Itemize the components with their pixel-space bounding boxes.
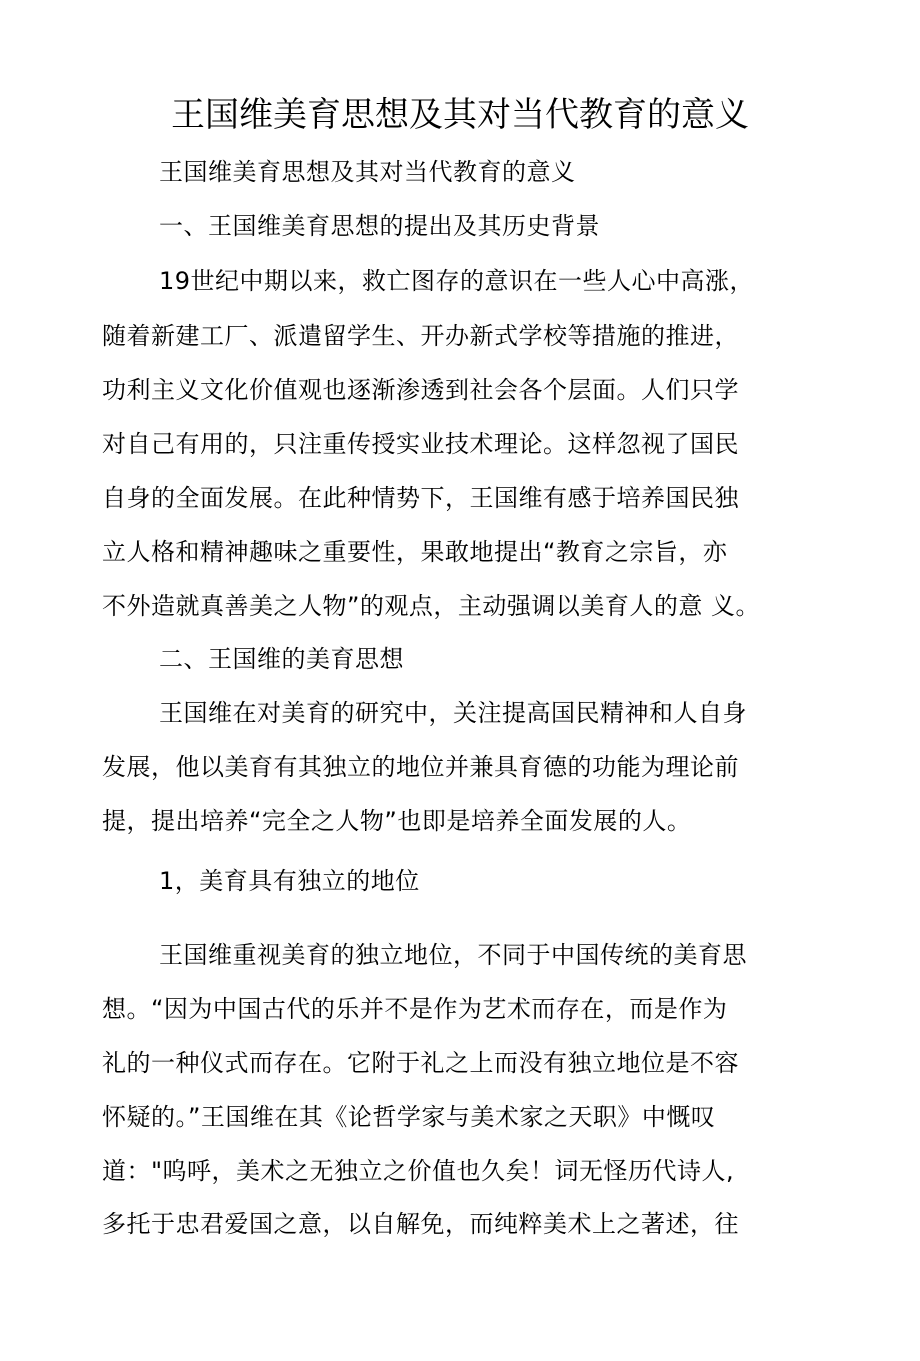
section-heading-1: 一、王国维美育思想的提出及其历史背景 [159, 212, 600, 240]
paragraph-1-line: 19世纪中期以来，救亡图存的意识在一些人心中高涨， [159, 267, 755, 295]
paragraph-3-line: 道："呜呼，美术之无独立之价值也久矣！词无怪历代诗人, [102, 1157, 735, 1185]
paragraph-2-line: 提，提出培养“完全之人物”也即是培养全面发展的人。 [102, 807, 692, 835]
paragraph-1-line: 对自己有用的，只注重传授实业技术理论。这样忽视了国民 [102, 430, 739, 458]
paragraph-3-line: 王国维重视美育的独立地位，不同于中国传统的美育思 [159, 941, 747, 969]
section-heading-2: 二、王国维的美育思想 [159, 645, 404, 673]
paragraph-3-line: 怀疑的。”王国维在其《论哲学家与美术家之天职》中慨叹 [102, 1103, 716, 1131]
paragraph-1-line: 立人格和精神趣味之重要性，果敢地提出“教育之宗旨，亦 [102, 538, 728, 566]
subsection-heading-1: 1，美育具有独立的地位 [159, 867, 420, 895]
paragraph-1-line: 功利主义文化价值观也逐渐渗透到社会各个层面。人们只学 [102, 376, 739, 404]
document-subtitle: 王国维美育思想及其对当代教育的意义 [159, 158, 576, 186]
paragraph-1-line: 自身的全面发展。在此种情势下，王国维有感于培养国民独 [102, 484, 739, 512]
paragraph-3-line: 想。“因为中国古代的乐并不是作为艺术而存在，而是作为 [102, 995, 728, 1023]
paragraph-2-line: 王国维在对美育的研究中，关注提高国民精神和人自身 [159, 699, 747, 727]
document-title: 王国维美育思想及其对当代教育的意义 [171, 95, 749, 135]
paragraph-1-line: 不外造就真善美之人物”的观点，主动强调以美育人的意 义。 [102, 592, 761, 620]
paragraph-1-line: 随着新建工厂、派遣留学生、开办新式学校等措施的推进， [102, 322, 739, 350]
paragraph-2-line: 发展，他以美育有其独立的地位并兼具育德的功能为理论前 [102, 753, 739, 781]
paragraph-3-line: 礼的一种仪式而存在。它附于礼之上而没有独立地位是不容 [102, 1049, 739, 1077]
paragraph-3-line: 多托于忠君爱国之意，以自解免，而纯粹美术上之著述，往 [102, 1210, 739, 1238]
